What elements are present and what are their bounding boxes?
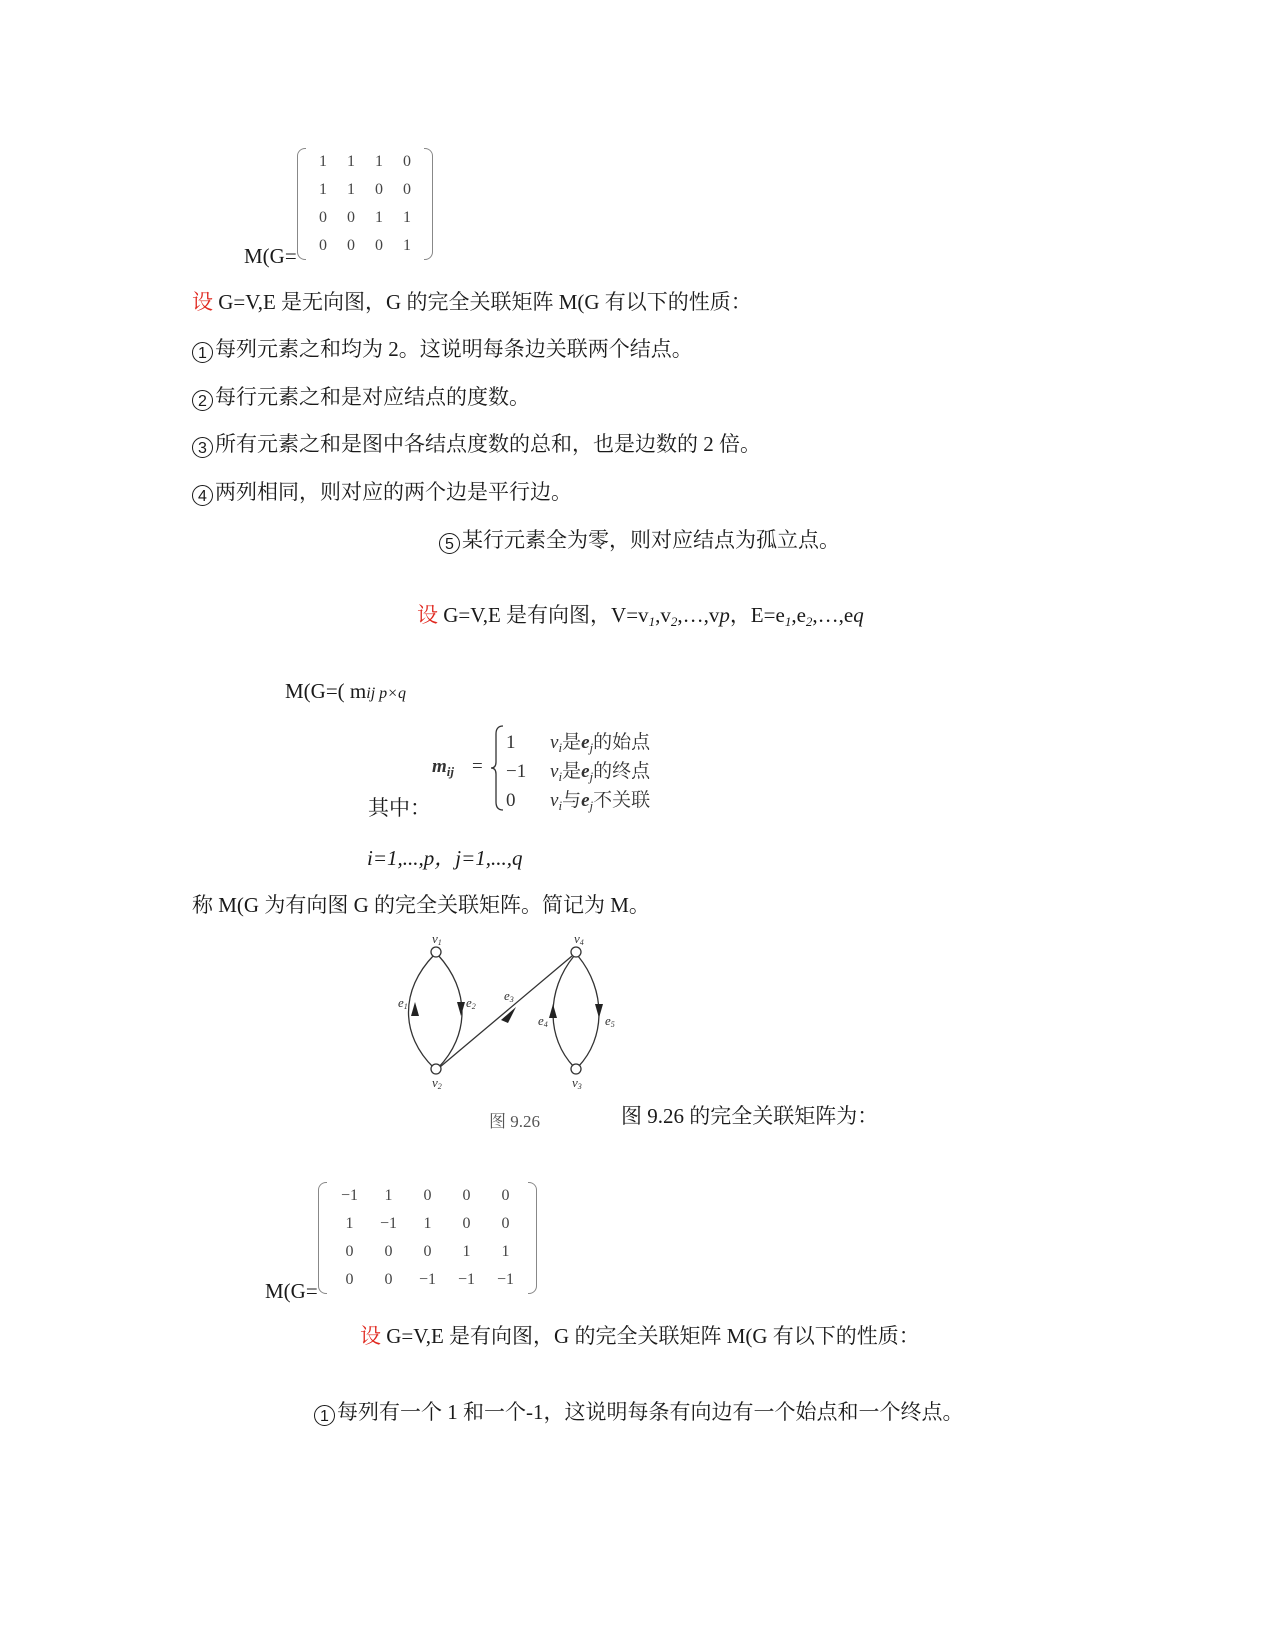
cases-lhs-m: m bbox=[432, 756, 447, 777]
case-mid: 是 bbox=[562, 732, 582, 753]
edge-label-e3: e3 bbox=[504, 988, 514, 1004]
graph-figure bbox=[390, 930, 630, 1100]
undirected-intro-text: G=V,E 是无向图，G 的完全关联矩阵 M(G 有以下的性质： bbox=[213, 290, 752, 314]
matrix-cell: 1 bbox=[423, 1215, 432, 1232]
node-v1 bbox=[431, 947, 441, 957]
matrix-row bbox=[309, 176, 421, 204]
matrix-cell: 1 bbox=[384, 1187, 393, 1204]
node-v2 bbox=[431, 1064, 441, 1074]
matrix-1-table bbox=[309, 148, 421, 260]
matrix-1-label: M(G= bbox=[244, 244, 297, 268]
def-text: ,v bbox=[655, 603, 671, 627]
matrix-cell: −1 bbox=[340, 1187, 359, 1204]
case-val: −1 bbox=[506, 761, 527, 782]
sub-v1: 1 bbox=[648, 614, 656, 629]
case-e: e bbox=[581, 761, 590, 782]
matrix-2-label: M(G= bbox=[265, 1279, 318, 1303]
matrix-1 bbox=[297, 148, 433, 266]
matrix-cell: −1 bbox=[457, 1271, 476, 1288]
called-sentence: 称 M(G 为有向图 G 的完全关联矩阵。简记为 M。 bbox=[192, 893, 650, 917]
matrix-cell: 0 bbox=[462, 1187, 471, 1204]
figure-side-text: 图 9.26 的完全关联矩阵为： bbox=[621, 1104, 879, 1128]
lead-char: 设 bbox=[360, 1324, 381, 1348]
case-row-1 bbox=[506, 727, 650, 756]
matrix-cell: 1 bbox=[375, 209, 383, 226]
matrix-cell: 1 bbox=[403, 209, 411, 226]
matrix-cell: 0 bbox=[347, 209, 355, 226]
matrix-cell: −1 bbox=[379, 1215, 398, 1232]
undirected-prop-4 bbox=[192, 482, 572, 506]
def-text: ，E=e bbox=[729, 603, 785, 627]
matrix-cell: 1 bbox=[403, 237, 411, 254]
prop-text: 每列有一个 1 和一个-1，这说明每条有向边有一个始点和一个终点。 bbox=[337, 1400, 964, 1424]
cases-lhs bbox=[432, 756, 454, 780]
matrix-cell: 0 bbox=[375, 237, 383, 254]
def-text: ,…,e bbox=[812, 603, 854, 627]
m-label: M(G=( m bbox=[285, 679, 367, 703]
matrix-cell: −1 bbox=[496, 1271, 515, 1288]
directed-def bbox=[417, 605, 864, 628]
matrix-cell: 1 bbox=[319, 153, 327, 170]
case-row-2 bbox=[506, 756, 650, 785]
case-v: v bbox=[550, 732, 559, 753]
matrix-row bbox=[309, 148, 421, 176]
directed-intro-text: G=V,E 是有向图，G 的完全关联矩阵 M(G 有以下的性质： bbox=[381, 1324, 920, 1348]
edge-label-e2: e2 bbox=[466, 995, 476, 1011]
node-label-v4: v4 bbox=[574, 931, 584, 947]
m-ij: ij bbox=[366, 685, 376, 702]
prop-text: 两列相同，则对应的两个边是平行边。 bbox=[215, 480, 572, 504]
undirected-prop-2 bbox=[192, 387, 530, 411]
matrix-cell: 1 bbox=[375, 153, 383, 170]
cases-lhs-sub: ij bbox=[446, 764, 455, 779]
directed-intro bbox=[360, 1326, 920, 1347]
matrix-cell: 1 bbox=[345, 1215, 354, 1232]
case-ej: j bbox=[589, 740, 594, 755]
matrix-2-table bbox=[330, 1182, 525, 1294]
matrix-row bbox=[330, 1238, 525, 1266]
prop-text: 每行元素之和是对应结点的度数。 bbox=[215, 385, 530, 409]
matrix-2 bbox=[318, 1182, 537, 1300]
matrix-row bbox=[309, 232, 421, 260]
lead-char: 设 bbox=[192, 290, 213, 314]
case-val: 0 bbox=[506, 790, 516, 811]
matrix-cell: 0 bbox=[462, 1215, 471, 1232]
undirected-prop-3 bbox=[192, 434, 761, 458]
m-definition bbox=[285, 681, 406, 702]
matrix-row bbox=[330, 1266, 525, 1294]
case-tail: 的终点 bbox=[593, 761, 651, 782]
case-e: e bbox=[581, 790, 590, 811]
circled-number: 4 bbox=[192, 485, 213, 506]
case-ej: j bbox=[589, 798, 594, 813]
figure-caption: 图 9.26 bbox=[489, 1112, 540, 1131]
edge-label-e5: e5 bbox=[605, 1013, 615, 1029]
node-label-v1: v1 bbox=[432, 931, 442, 947]
case-ej: j bbox=[589, 769, 594, 784]
matrix-cell: 0 bbox=[501, 1187, 510, 1204]
circled-number: 5 bbox=[439, 533, 460, 554]
case-vi: i bbox=[558, 769, 563, 784]
circled-number: 2 bbox=[192, 390, 213, 411]
index-range: i=1,...,p，j=1,...,q bbox=[367, 846, 523, 870]
matrix-cell: 0 bbox=[423, 1243, 432, 1260]
sub-e2: 2 bbox=[805, 614, 813, 629]
edge-label-e1: e1 bbox=[398, 995, 408, 1011]
matrix-cell: 0 bbox=[319, 209, 327, 226]
edge-e5 bbox=[578, 956, 599, 1067]
matrix-cell: 0 bbox=[384, 1271, 393, 1288]
cases-formula bbox=[432, 724, 692, 814]
circled-number: 1 bbox=[192, 342, 213, 363]
matrix-cell: 0 bbox=[501, 1215, 510, 1232]
def-text: ,…,v bbox=[677, 603, 720, 627]
matrix-cell: 0 bbox=[423, 1187, 432, 1204]
matrix-cell: 1 bbox=[501, 1243, 510, 1260]
matrix-cell: 1 bbox=[347, 153, 355, 170]
matrix-cell: 1 bbox=[347, 181, 355, 198]
matrix-cell: 0 bbox=[384, 1243, 393, 1260]
matrix-cell: −1 bbox=[418, 1271, 437, 1288]
circled-number: 3 bbox=[192, 437, 213, 458]
case-tail: 的始点 bbox=[593, 732, 651, 753]
arrow-e1 bbox=[411, 1002, 419, 1016]
arrow-e5 bbox=[595, 1004, 603, 1018]
undirected-prop-1 bbox=[192, 339, 693, 363]
node-label-v2: v2 bbox=[432, 1075, 442, 1091]
edge-label-e4: e4 bbox=[538, 1013, 548, 1029]
matrix-cell: 0 bbox=[403, 153, 411, 170]
matrix-cell: 1 bbox=[462, 1243, 471, 1260]
matrix-cell: 1 bbox=[319, 181, 327, 198]
matrix-cell: 0 bbox=[319, 237, 327, 254]
edge-e4 bbox=[553, 956, 574, 1067]
undirected-prop-5 bbox=[439, 530, 840, 554]
matrix-row bbox=[330, 1182, 525, 1210]
case-val: 1 bbox=[506, 732, 516, 753]
matrix-cell: 0 bbox=[345, 1271, 354, 1288]
m-pq: p×q bbox=[375, 685, 406, 702]
sub-v2: 2 bbox=[670, 614, 678, 629]
qizhong-label: 其中： bbox=[368, 796, 431, 820]
case-vi: i bbox=[558, 798, 563, 813]
cases-eq: = bbox=[472, 756, 483, 777]
sub-vp: p bbox=[719, 603, 730, 627]
case-v: v bbox=[550, 790, 559, 811]
case-mid: 与 bbox=[562, 790, 582, 811]
directed-prop-1 bbox=[314, 1402, 964, 1426]
arrow-e4 bbox=[549, 1004, 557, 1018]
undirected-intro bbox=[192, 292, 752, 313]
sub-eq: q bbox=[853, 603, 864, 627]
prop-text: 某行元素全为零，则对应结点为孤立点。 bbox=[462, 528, 840, 552]
matrix-cell: 0 bbox=[347, 237, 355, 254]
lead-char: 设 bbox=[417, 603, 438, 627]
node-v4 bbox=[571, 947, 581, 957]
matrix-cell: 0 bbox=[403, 181, 411, 198]
matrix-cell: 0 bbox=[375, 181, 383, 198]
matrix-row bbox=[309, 204, 421, 232]
circled-number: 1 bbox=[314, 1405, 335, 1426]
node-v3 bbox=[571, 1064, 581, 1074]
case-row-3 bbox=[506, 785, 650, 814]
matrix-cell: 0 bbox=[345, 1243, 354, 1260]
case-vi: i bbox=[558, 740, 563, 755]
prop-text: 每列元素之和均为 2。这说明每条边关联两个结点。 bbox=[215, 337, 693, 361]
sub-e1: 1 bbox=[784, 614, 792, 629]
case-tail: 不关联 bbox=[593, 790, 651, 811]
arrow-e2 bbox=[457, 1002, 465, 1016]
matrix-row bbox=[330, 1210, 525, 1238]
case-e: e bbox=[581, 732, 590, 753]
case-mid: 是 bbox=[562, 761, 582, 782]
def-text: G=V,E 是有向图，V=v bbox=[438, 603, 649, 627]
node-label-v3: v3 bbox=[572, 1075, 582, 1091]
case-v: v bbox=[550, 761, 559, 782]
def-text: ,e bbox=[791, 603, 806, 627]
cases-brace bbox=[490, 724, 506, 812]
prop-text: 所有元素之和是图中各结点度数的总和，也是边数的 2 倍。 bbox=[215, 432, 761, 456]
